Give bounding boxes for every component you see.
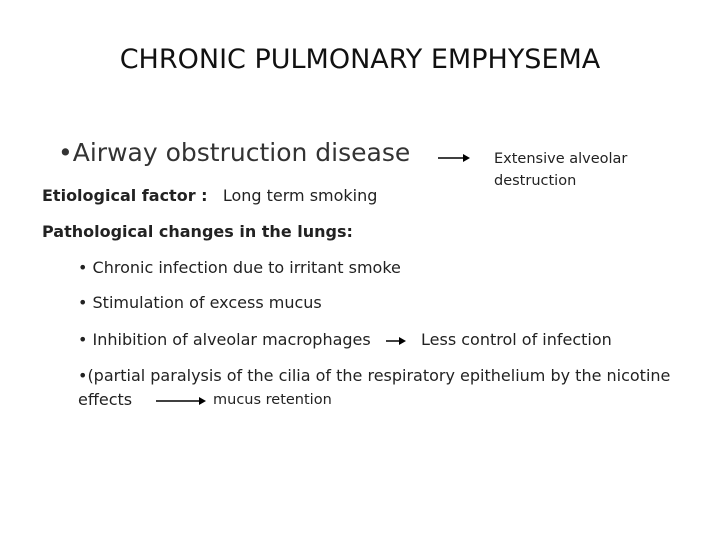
etiology-label: Etiological factor : — [42, 186, 208, 205]
arrow-right-icon — [156, 396, 206, 406]
main-bullet — [58, 138, 410, 167]
main-bullet-result — [494, 148, 627, 192]
pathology-heading: Pathological changes in the lungs: — [42, 222, 353, 241]
etiology-line — [42, 186, 377, 205]
result-line-2: destruction — [494, 173, 577, 189]
pathology-item-4: •(partial paralysis of the cilia of the respiratory epithelium by the nicotine — [78, 366, 671, 385]
slide-title: CHRONIC PULMONARY EMPHYSEMA — [119, 44, 601, 75]
etiology-value: Long term smoking — [222, 186, 378, 205]
pathology-item-1: • Chronic infection due to irritant smoke — [78, 258, 401, 277]
result-line-1: Extensive alveolar — [494, 151, 628, 167]
pathology-item-3: • Inhibition of alveolar macrophages — [78, 330, 371, 349]
arrow-right-icon — [386, 336, 406, 346]
bullet-marker: • — [58, 138, 73, 167]
pathology-item-4-result: mucus retention — [213, 392, 332, 408]
pathology-item-4-continuation: effects — [78, 390, 133, 409]
arrow-right-icon — [438, 152, 470, 164]
pathology-item-2: • Stimulation of excess mucus — [78, 293, 322, 312]
main-bullet-text: Airway obstruction disease — [72, 138, 411, 167]
pathology-item-3-result: Less control of infection — [421, 330, 612, 349]
